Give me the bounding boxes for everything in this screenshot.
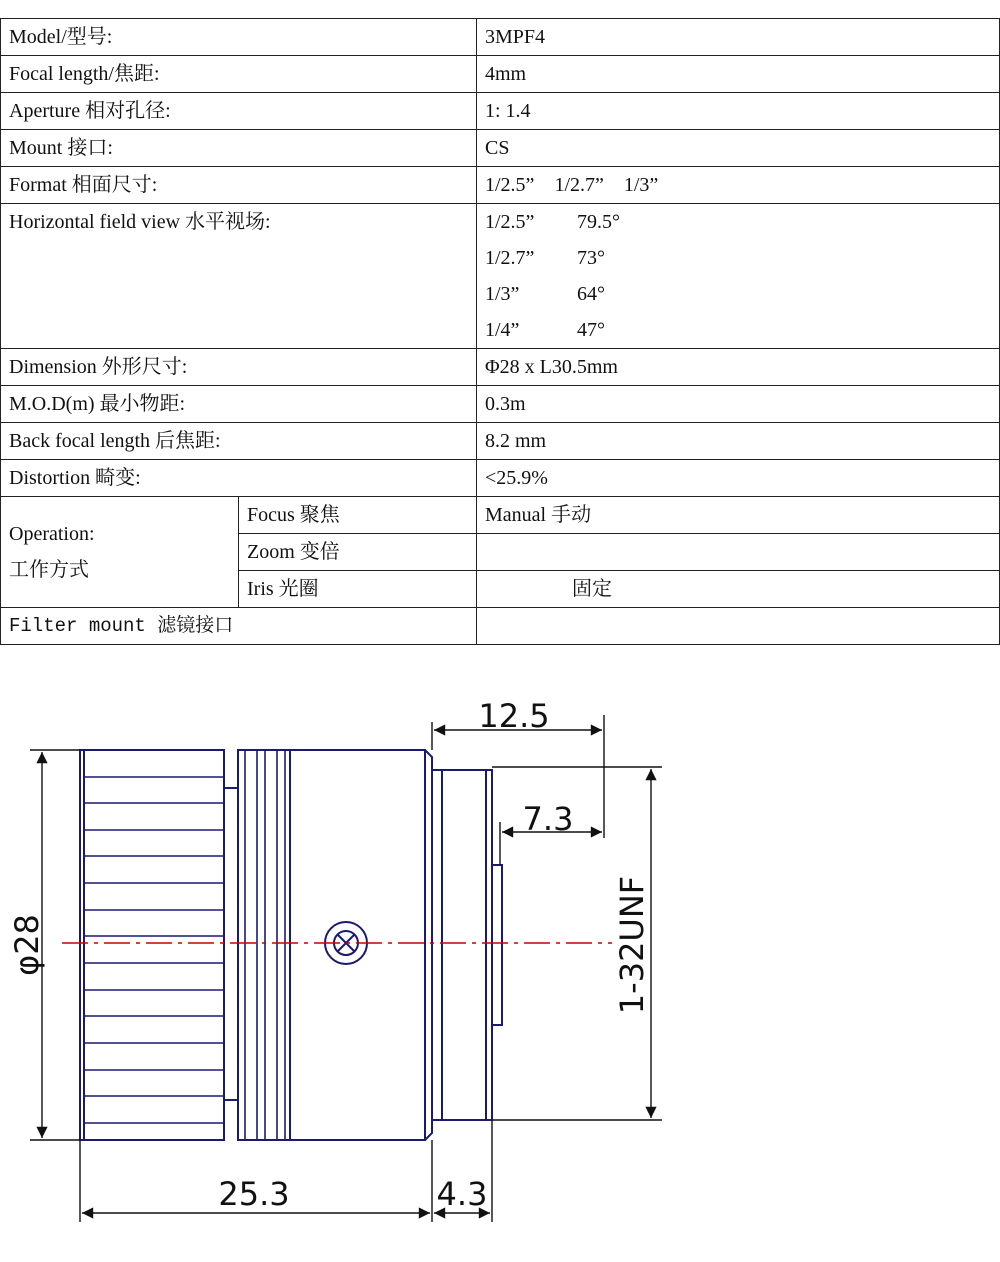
table-row: [1, 386, 1000, 423]
back-focal-label: Back focal length 后焦距:: [1, 423, 477, 460]
operation-label-cn: 工作方式: [9, 559, 89, 581]
table-row: [1, 497, 1000, 534]
iris-value: 固定: [477, 571, 1000, 608]
aperture-label: Aperture 相对孔径:: [1, 93, 477, 130]
dim-text-4-3: 4.3: [436, 1175, 488, 1213]
filter-mount-label: Filter mount 滤镜接口: [1, 608, 477, 645]
table-row: [1, 19, 1000, 56]
table-row: [1, 93, 1000, 130]
focus-ring: [80, 750, 224, 1140]
hfov-label: Horizontal field view 水平视场:: [1, 204, 477, 349]
distortion-value: <25.9%: [477, 460, 1000, 497]
hfov-size: 1/4”: [485, 319, 520, 341]
lens-body: [80, 750, 502, 1140]
dimensions: [30, 715, 662, 1222]
dimension-label: Dimension 外形尺寸:: [1, 349, 477, 386]
model-value: 3MPF4: [477, 19, 1000, 56]
dim-text-25-3: 25.3: [218, 1175, 290, 1213]
table-row: [1, 204, 1000, 349]
table-row: [1, 423, 1000, 460]
hfov-angle: 73°: [577, 247, 605, 269]
dim-text-phi28: φ28: [8, 914, 46, 976]
format-label: Format 相面尺寸:: [1, 167, 477, 204]
mod-value: 0.3m: [477, 386, 1000, 423]
focal-length-value: 4mm: [477, 56, 1000, 93]
dimension-value: Φ28 x L30.5mm: [477, 349, 1000, 386]
spec-table: [0, 18, 1000, 645]
zoom-label: Zoom 变倍: [239, 534, 477, 571]
hfov-row: [485, 240, 991, 276]
rear-element: [492, 865, 502, 1025]
knurl-lines: [84, 777, 224, 1123]
model-label: Model/型号:: [1, 19, 477, 56]
dim-text-thread: 1-32UNF: [613, 875, 651, 1015]
back-focal-value: 8.2 mm: [477, 423, 1000, 460]
hfov-angle: 47°: [577, 319, 605, 341]
hfov-values: [477, 204, 1000, 349]
table-row: [1, 167, 1000, 204]
hfov-row: [485, 276, 991, 312]
table-row: [1, 130, 1000, 167]
hfov-size: 1/2.7”: [485, 247, 535, 269]
hfov-size: 1/2.5”: [485, 211, 535, 233]
iris-label: Iris 光圈: [239, 571, 477, 608]
filter-mount-value: [477, 608, 1000, 645]
groove-lines: [245, 750, 285, 1140]
mount-label: Mount 接口:: [1, 130, 477, 167]
hfov-row: [485, 312, 991, 348]
focal-length-label: Focal length/焦距:: [1, 56, 477, 93]
hfov-angle: 79.5°: [577, 211, 620, 233]
dim-text-7-3: 7.3: [522, 800, 574, 838]
focus-value: Manual 手动: [477, 497, 1000, 534]
hfov-angle: 64°: [577, 283, 605, 305]
operation-label-en: Operation:: [9, 523, 95, 545]
operation-label: [1, 497, 239, 608]
table-row: [1, 608, 1000, 645]
dim-text-12-5: 12.5: [478, 697, 550, 735]
barrel-chamfer: [425, 750, 432, 1140]
table-row: [1, 56, 1000, 93]
table-row: [1, 349, 1000, 386]
ring-step: [224, 788, 238, 1100]
aperture-value: 1: 1.4: [477, 93, 1000, 130]
format-value: 1/2.7”: [554, 174, 604, 196]
lens-technical-drawing: [0, 670, 1000, 1250]
format-value: 1/2.5”: [485, 174, 535, 196]
mount-value: CS: [477, 130, 1000, 167]
table-row: [1, 460, 1000, 497]
hfov-size: 1/3”: [485, 283, 520, 305]
distortion-label: Distortion 畸变:: [1, 460, 477, 497]
zoom-value: [477, 534, 1000, 571]
hfov-row: [485, 204, 991, 240]
focus-label: Focus 聚焦: [239, 497, 477, 534]
mod-label: M.O.D(m) 最小物距:: [1, 386, 477, 423]
format-value: 1/3”: [623, 174, 659, 196]
format-values: [477, 167, 1000, 204]
